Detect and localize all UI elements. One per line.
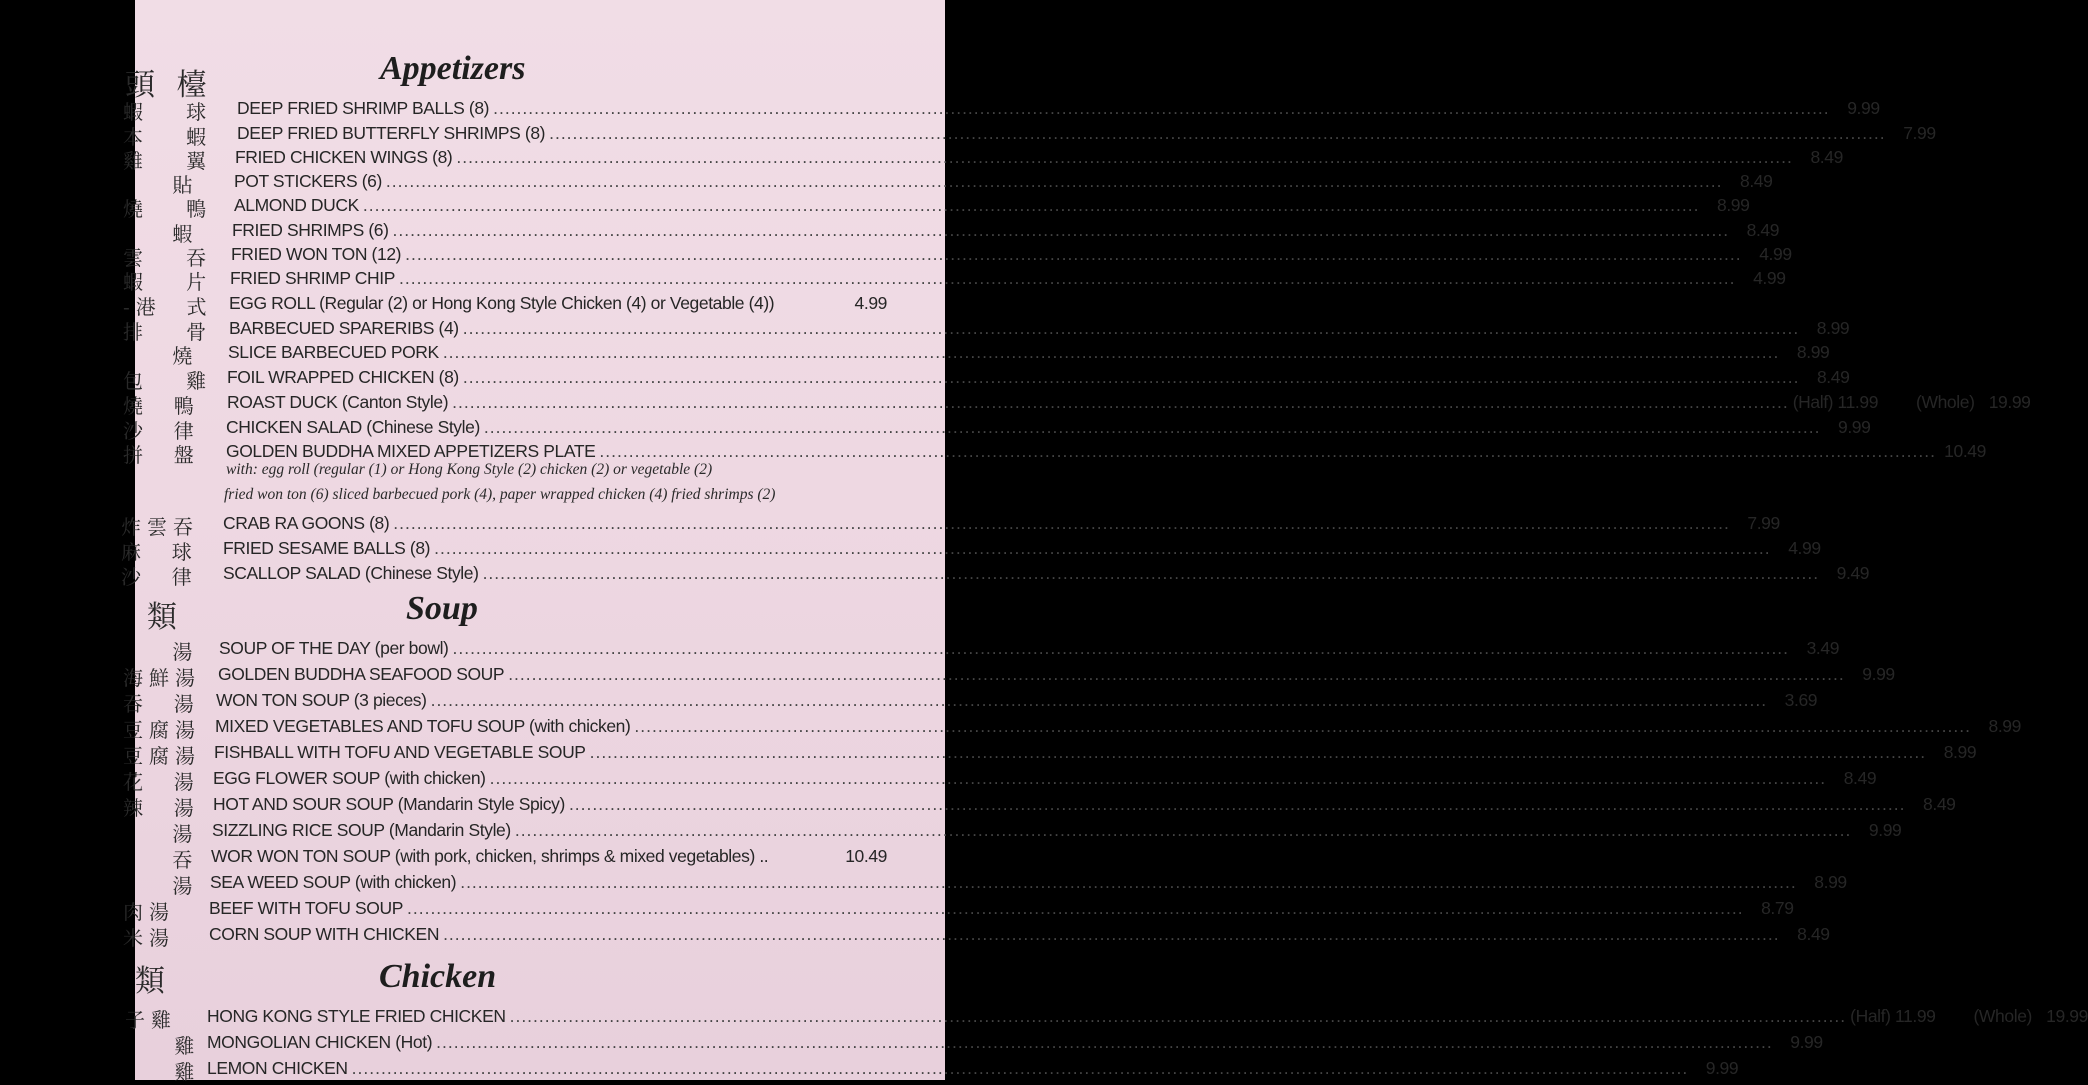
leader-dots [463,367,1800,388]
item-name: FRIED SESAME BALLS (8) [223,538,431,558]
item-price: 8.49 [1810,147,1843,167]
item-price: 8.49 [1797,924,1830,944]
item-name: MONGOLIAN CHICKEN (Hot) [207,1032,433,1052]
chinese-label: 雞 [125,1060,201,1084]
chinese-label: 肉湯 [123,900,175,924]
item-name: EGG FLOWER SOUP (with chicken) [213,768,486,788]
item-name: FISHBALL WITH TOFU AND VEGETABLE SOUP [214,742,586,762]
chinese-label: 拼 盤 [123,443,200,467]
menu-item [207,1006,2088,1030]
item-name: SLICE BARBECUED PORK [228,342,439,362]
menu-item [210,872,1847,896]
item-note: with: egg roll (regular (1) or Hong Kong Style (2) chicken (2) or vegetable (2) [226,461,713,478]
chinese-label: 貼 [123,173,199,197]
leader-dots [460,872,1797,893]
section-title: Chicken [379,958,497,995]
chinese-label: 湯 [123,874,199,898]
item-price: 19.99 [2046,1006,2088,1026]
leader-dots [386,171,1723,192]
item-price: 10.49 [1944,441,1986,461]
menu-item [232,220,1780,244]
menu-item [209,898,1794,922]
chinese-label: 排 骨 [123,320,213,344]
item-price: 8.99 [1816,318,1850,338]
item-name: FRIED SHRIMPS (6) [232,220,389,240]
item-name: CHICKEN SALAD (Chinese Style) [226,417,480,437]
chinese-label: 花 湯 [123,770,200,794]
leader-dots [599,441,1936,462]
chinese-label: 燒 鴨 [123,197,213,221]
leader-dots [549,123,1886,144]
chinese-label: 湯 [123,640,199,664]
leader-dots [456,147,1793,168]
item-price: 10.49 [845,846,887,866]
item-name: GOLDEN BUDDHA SEAFOOD SOUP [218,664,505,684]
chinese-label: 沙 律 [121,565,198,589]
menu-item [227,392,2031,416]
item-price: 8.99 [1814,872,1847,892]
menu-item [228,342,1830,366]
menu-item [227,367,1850,391]
leader-dots [515,820,1852,841]
menu-item [223,563,1870,587]
menu-item [234,171,1773,195]
item-price: 8.49 [1816,367,1850,387]
item-name: POT STICKERS (6) [234,171,382,191]
section-zh-title: 類 [135,964,171,999]
chinese-label: -港 式 [123,295,213,319]
item-name: DEEP FRIED SHRIMP BALLS (8) [237,98,490,118]
menu-item [207,1032,1823,1056]
chinese-label: 吞 湯 [123,692,200,716]
item-name: DEEP FRIED BUTTERFLY SHRIMPS (8) [237,123,546,143]
item-price: 8.49 [1923,794,1956,814]
leader-dots [352,1058,1689,1079]
menu-item [218,664,1895,688]
item-price: 8.99 [1943,742,1977,762]
leader-dots [634,716,1971,737]
item-price: 9.99 [1847,98,1880,118]
item-price: 19.99 [1988,392,2031,412]
chinese-label: 海鮮湯 [123,666,201,690]
item-name: SIZZLING RICE SOUP (Mandarin Style) [212,820,511,840]
chinese-label: 麻 球 [121,540,198,564]
item-name: BEEF WITH TOFU SOUP [209,898,403,918]
item-price: 4.99 [1753,268,1786,288]
chinese-label: 吞 [123,848,199,872]
menu-item [209,924,1830,948]
chinese-label: 豆腐湯 [123,744,201,768]
half-price: (Half) 11.99 [1850,1006,1936,1026]
leader-dots [510,1006,1847,1027]
leader-dots [484,417,1821,438]
half-price: (Half) 11.99 [1792,392,1879,412]
item-name: FRIED WON TON (12) [231,244,402,264]
item-price: 8.99 [1988,716,2021,736]
leader-dots [443,924,1780,945]
menu-item [234,195,1750,219]
menu-item [235,147,1843,171]
menu-item [213,794,1956,818]
item-price: 3.49 [1806,638,1840,658]
item-name: GOLDEN BUDDHA MIXED APPETIZERS PLATE [226,441,596,461]
item-name: LEMON CHICKEN [207,1058,348,1078]
item-name: WON TON SOUP (3 pieces) [216,690,427,710]
leader-dots [569,794,1906,815]
menu-item [231,244,1792,268]
chinese-label: 米湯 [123,926,175,950]
item-name: ALMOND DUCK [234,195,359,215]
item-price: 7.99 [1903,123,1936,143]
item-name: HOT AND SOUR SOUP (Mandarin Style Spicy) [213,794,565,814]
menu-item [214,742,1977,766]
item-name: CRAB RA GOONS (8) [223,513,390,533]
menu-item [213,768,1877,792]
section-title: Appetizers [380,50,526,87]
leader-dots [490,768,1827,789]
item-note: fried won ton (6) sliced barbecued pork (4), paper wrapped chicken (4) fried shrimps (2) [224,486,776,503]
section-zh-title: 頭 檯 [125,68,213,103]
menu-item [212,820,1902,844]
leader-dots [407,898,1744,919]
item-price: 8.49 [1843,768,1877,788]
menu-item [207,1058,1739,1082]
chinese-label: 沙 律 [123,419,200,443]
item-name: FOIL WRAPPED CHICKEN (8) [227,367,459,387]
item-price: 9.99 [1838,417,1871,437]
item-price: 9.99 [1868,820,1902,840]
leader-dots [431,690,1768,711]
section-zh-title: 類 [147,600,183,635]
item-price: 8.99 [1796,342,1830,362]
leader-dots [483,563,1820,584]
item-name: SCALLOP SALAD (Chinese Style) [223,563,479,583]
menu-item [219,638,1840,662]
item-name: BARBECUED SPARERIBS (4) [229,318,459,338]
item-price: 8.49 [1746,220,1780,240]
leader-dots [399,268,1736,289]
leader-dots [443,342,1780,363]
item-price: 9.99 [1790,1032,1823,1052]
chinese-label: 燒 鴨 [123,394,200,418]
half-whole-prices [1793,392,1975,413]
menu-item [230,268,1786,292]
menu-item [216,690,1818,714]
item-name: CORN SOUP WITH CHICKEN [209,924,440,944]
chinese-label: 本 蝦 [123,125,213,149]
item-price: 4.99 [1759,244,1792,264]
chinese-label: 蝦 [123,222,199,246]
item-price: 9.99 [1705,1058,1739,1078]
chinese-label: 雞 [125,1034,201,1058]
menu-item [223,513,1780,537]
item-price: 7.99 [1747,513,1780,533]
chinese-label: 子雞 [125,1008,177,1032]
item-price: 8.79 [1761,898,1794,918]
menu-item [223,538,1821,562]
item-name: FRIED SHRIMP CHIP [230,268,395,288]
item-price: 4.99 [854,293,887,313]
menu-item [226,417,1871,441]
whole-label: (Whole) [1973,1006,2032,1026]
half-whole-prices [1850,1006,2032,1027]
chinese-label: 豆腐湯 [123,718,201,742]
item-name: MIXED VEGETABLES AND TOFU SOUP (with chicken) [215,716,631,736]
item-price: 3.69 [1784,690,1818,710]
item-name: FRIED CHICKEN WINGS (8) [235,147,453,167]
leader-dots [434,538,1771,559]
item-price: 9.49 [1836,563,1870,583]
item-price: 4.99 [1788,538,1821,558]
chinese-label: 炸雲吞 [121,515,199,539]
item-price: 8.49 [1739,171,1773,191]
menu-item [237,123,1936,147]
section-title: Soup [406,590,478,627]
chinese-label: 蝦 片 [123,270,213,294]
chinese-label: 蝦 球 [123,100,213,124]
chinese-label: 辣 湯 [123,796,200,820]
leader-dots [493,98,1830,119]
item-name: SOUP OF THE DAY (per bowl) [219,638,449,658]
menu-item [211,846,887,870]
chinese-label: 燒 [123,344,199,368]
leader-dots [463,318,1800,339]
leader-dots [452,392,1789,413]
item-price: 9.99 [1862,664,1895,684]
item-name: ROAST DUCK (Canton Style) [227,392,449,412]
menu-item [229,293,887,317]
chinese-label: 雲 吞 [123,246,213,270]
chinese-label: 包 雞 [123,369,213,393]
leader-dots [393,220,1730,241]
menu-item [237,98,1880,122]
chinese-label: 雞 翼 [123,149,213,173]
leader-dots [452,638,1789,659]
whole-label: (Whole) [1916,392,1975,412]
menu-item [215,716,2021,740]
chinese-label: 湯 [123,822,199,846]
menu-item [229,318,1850,342]
leader-dots [405,244,1742,265]
item-name: WOR WON TON SOUP (with pork, chicken, shrimps & mixed vegetables) .. [211,846,769,866]
leader-dots [363,195,1700,216]
leader-dots [436,1032,1773,1053]
item-name: HONG KONG STYLE FRIED CHICKEN [207,1006,506,1026]
leader-dots [590,742,1927,763]
menu-page [121,0,2088,1084]
leader-dots [393,513,1730,534]
item-name: SEA WEED SOUP (with chicken) [210,872,457,892]
item-name: EGG ROLL (Regular (2) or Hong Kong Style Chicken (4) or Vegetable (4)) [229,293,775,313]
item-price: 8.99 [1717,195,1750,215]
leader-dots [508,664,1845,685]
